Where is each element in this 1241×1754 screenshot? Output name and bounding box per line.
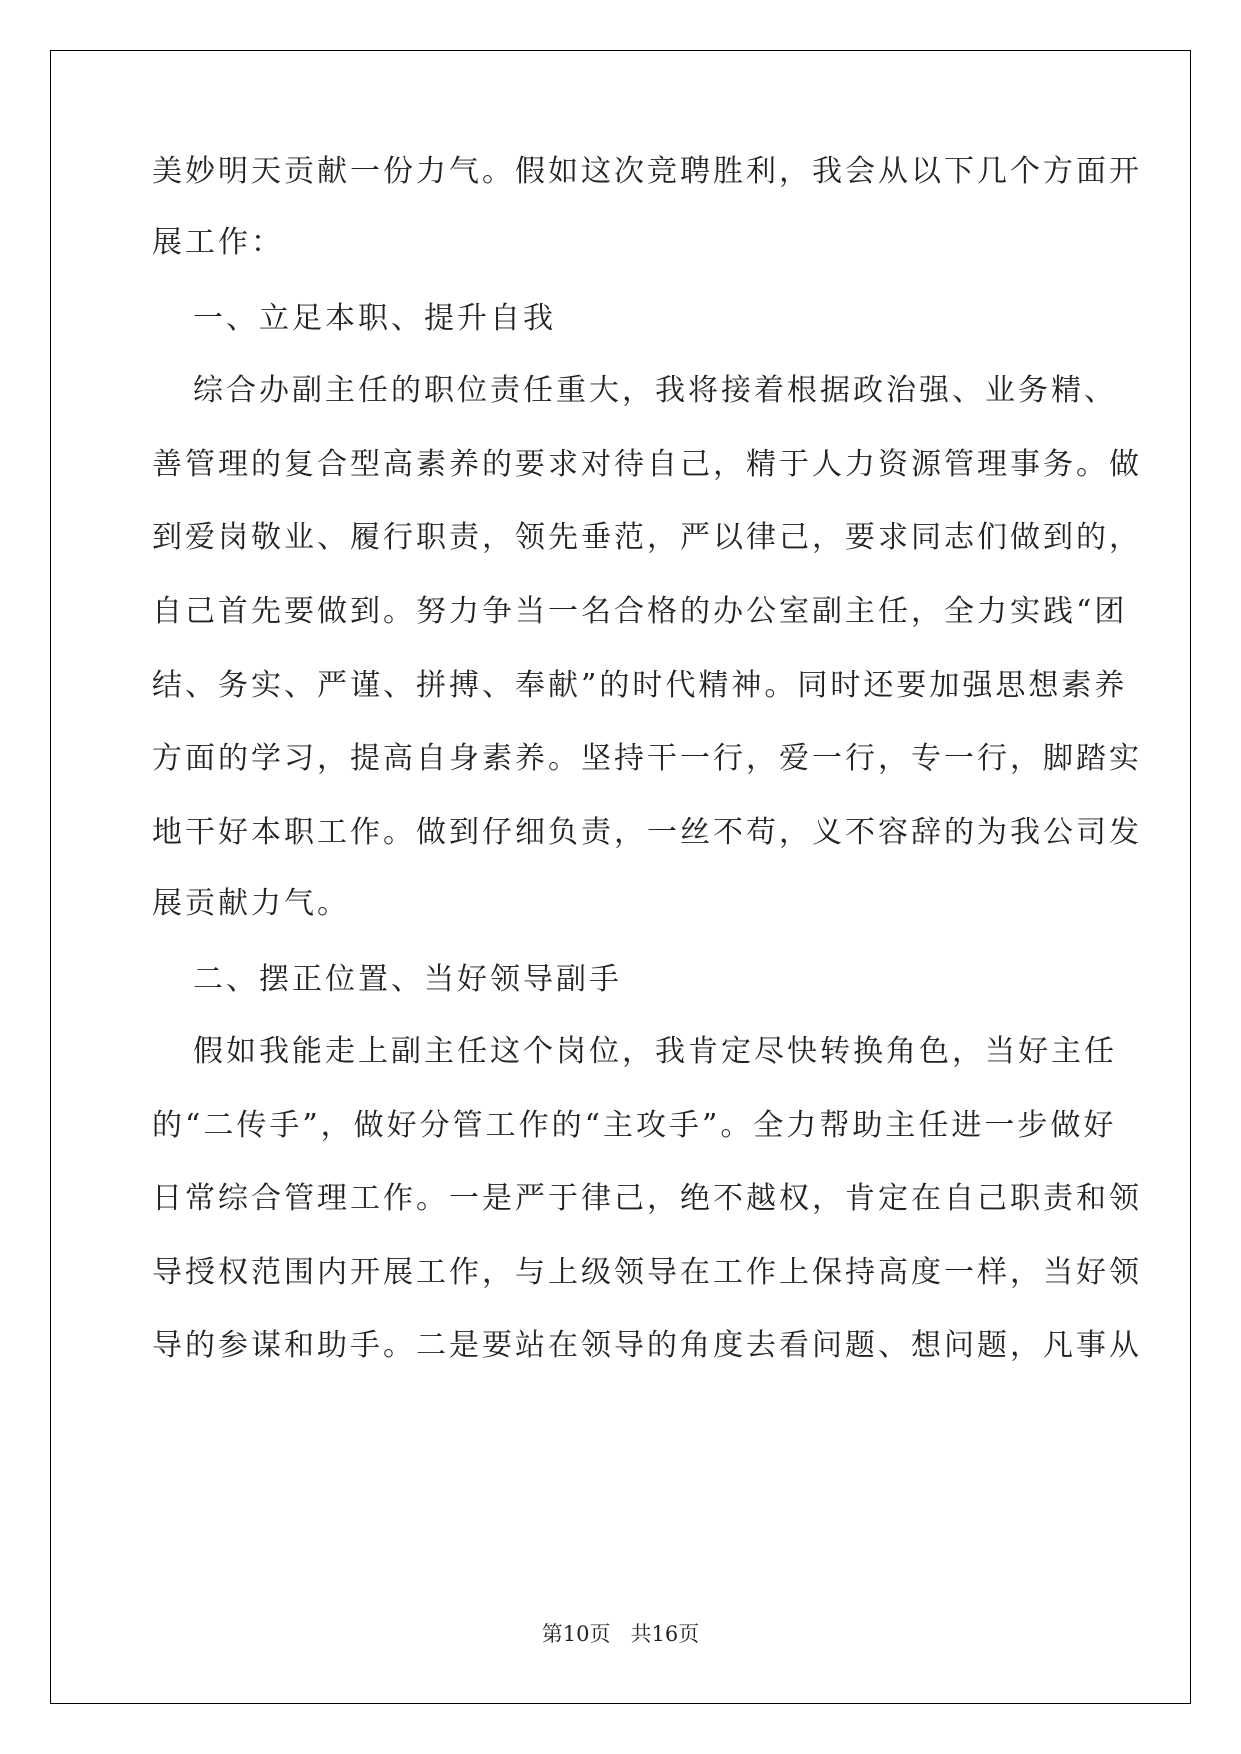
- paragraph-line: 展工作：: [152, 225, 284, 260]
- page-number: 第10页: [541, 1622, 611, 1646]
- paragraph-line: 善管理的复合型高素养的要求对待自己，精于人力资源管理事务。做: [152, 447, 1142, 482]
- section-heading: 二、摆正位置、当好领导副手: [193, 962, 622, 997]
- paragraph-line: 美妙明天贡献一份力气。假如这次竞聘胜利，我会从以下几个方面开: [152, 154, 1142, 189]
- page-total: 共16页: [630, 1622, 700, 1646]
- paragraph-line: 导的参谋和助手。二是要站在领导的角度去看问题、想问题，凡事从: [152, 1328, 1142, 1363]
- paragraph-line: 的“二传手”，做好分管工作的“主攻手”。全力帮助主任进一步做好: [152, 1108, 1117, 1143]
- paragraph-line: 结、务实、严谨、拼搏、奉献”的时代精神。同时还要加强思想素养: [152, 668, 1128, 703]
- paragraph-line: 日常综合管理工作。一是严于律己，绝不越权，肯定在自己职责和领: [152, 1181, 1142, 1216]
- section-heading: 一、立足本职、提升自我: [193, 301, 556, 336]
- paragraph-line: 自己首先要做到。努力争当一名合格的办公室副主任，全力实践“团: [152, 594, 1128, 629]
- paragraph-line: 到爱岗敬业、履行职责，领先垂范，严以律己，要求同志们做到的，: [152, 520, 1142, 555]
- paragraph-line: 地干好本职工作。做到仔细负责，一丝不苟，义不容辞的为我公司发: [152, 815, 1142, 850]
- paragraph-line: 综合办副主任的职位责任重大，我将接着根据政治强、业务精、: [193, 373, 1117, 408]
- paragraph-line: 展贡献力气。: [152, 886, 350, 921]
- paragraph-line: 方面的学习，提高自身素养。坚持干一行，爱一行，专一行，脚踏实: [152, 741, 1142, 776]
- paragraph-line: 导授权范围内开展工作，与上级领导在工作上保持高度一样，当好领: [152, 1255, 1142, 1290]
- paragraph-line: 假如我能走上副主任这个岗位，我肯定尽快转换角色，当好主任: [193, 1034, 1117, 1069]
- page-footer: [0, 1618, 1241, 1648]
